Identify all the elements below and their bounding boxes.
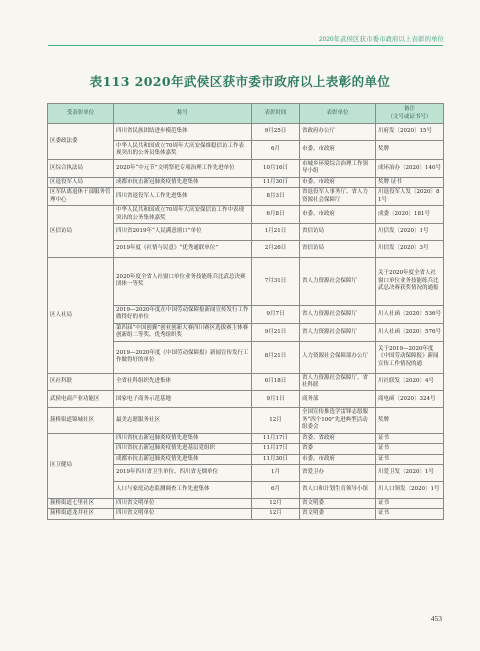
date-cell: 10月16日 [252,160,300,178]
issuer-cell: 省人口和计划生育领导小组 [300,482,376,499]
date-cell: 11月30日 [252,454,300,464]
note-cell: 奖牌 证书 [376,177,444,187]
unit-cell: 区退役军人局 [48,177,114,187]
note-cell: 川人社函〔2020〕536号 [376,305,444,323]
issuer-cell: 市委、市政府 [300,177,376,187]
unit-cell: 区军队离退休干部服务管理中心 [48,188,114,206]
date-cell: 9月1日 [252,391,300,408]
note-cell: 川信发〔2020〕1号 [376,223,444,240]
honor-cell: 2019年度《社情与民意》“优秀通联单位” [114,240,252,257]
honor-cell: 2020年度全省人社窗口单位业务技能练兵比武总决赛团体一等奖 [114,257,252,305]
issuer-cell: 市城乡环境综合治理工作领导小组 [300,160,376,178]
note-cell: 证书 [376,499,444,509]
running-head-rule [48,45,443,46]
issuer-cell: 全国宣传推选学雷锋志愿服务“四个100”先进典型活动组委会 [300,408,376,433]
issuer-cell: 省委 [300,444,376,454]
note-cell: 川人社函〔2020〕576号 [376,323,444,341]
note-cell: 关于2020年度全省人社窗口单位业务技能练兵比武总决赛获奖情况的通报 [376,257,444,305]
note-cell: 关于2019—2020年度《中国劳动保障报》新闻宣传工作情况的通 [376,341,444,373]
note-cell: 成委〔2020〕181号 [376,206,444,224]
table-row [48,373,444,391]
table-row [48,408,444,433]
table-row [48,499,444,509]
date-cell: 12月 [252,499,300,509]
honor-cell: 2019—2020年度《中国劳动保障报》新闻宣传发行工作做得好的单位 [114,341,252,373]
table-row [48,433,444,443]
unit-cell: 区卫健局 [48,433,114,498]
header-note [376,104,444,124]
issuer-cell: 市委、市政府 [300,206,376,224]
page-number: 453 [430,614,442,623]
table-row [48,206,444,224]
date-cell: 8月21日 [252,341,300,373]
note-cell: 川爱卫发〔2020〕1号 [376,465,444,482]
table-row [48,509,444,519]
date-cell: 11月30日 [252,177,300,187]
honor-cell: 2019—2020年度在中国劳动保障报新闻宣传发行工作做得好的单位 [114,305,252,323]
unit-cell: 区社科联 [48,373,114,391]
note-cell: 证书 [376,433,444,443]
honor-cell: 中华人民共和国成立70周年大庆安保维稳信访工作表现突出的公务员集体嘉奖 [114,141,252,160]
issuer-cell: 省文明委 [300,499,376,509]
issuer-cell: 市委、市政府 [300,454,376,464]
table-title: 表113 2020年武侯区获市委市政府以上表彰的单位 [89,74,391,89]
honor-cell: 2020年“中元节”文明祭祀专项治理工作先进单位 [114,160,252,178]
date-cell: 8月3日 [252,188,300,206]
running-head-text: 2020年武侯区获市委市政府以上表彰的单位 [319,36,444,43]
table-row [48,188,444,206]
date-cell: 9月7日 [252,305,300,323]
honor-cell: 2019年四川省卫生单位、四川省无烟单位 [114,465,252,482]
honor-cell: 四川省文明单位 [114,509,252,519]
issuer-cell: 省信访局 [300,240,376,257]
date-cell: 12月 [252,509,300,519]
issuer-cell: 省退役军人事务厅、省人力资源社会保障厅 [300,188,376,206]
honor-cell: 四川省民族团结进步模范集体 [114,124,252,141]
honor-cell: 成都市抗击新冠肺炎疫情先进集体 [114,454,252,464]
note-cell: 奖牌 [376,141,444,160]
header-note-sub: （文号或证书号） [387,113,432,120]
unit-cell: 区综合执法局 [48,160,114,178]
date-cell: 6月18日 [252,373,300,391]
honor-cell: 中华人民共和国成立70周年大庆安保信访工作中表现突出的公务集体嘉奖 [114,206,252,224]
issuer-cell: 省信访局 [300,223,376,240]
issuer-cell: 省文明委 [300,509,376,519]
unit-cell: 区信访局 [48,206,114,258]
unit-cell: 区委政法委 [48,124,114,160]
issuer-cell: 人力资源社会保障部办公厅 [300,341,376,373]
honor-cell: 第四届“中国创翼”创业创新大赛四川赛区选拔赛主体赛创新组二等奖、优秀组织奖 [114,323,252,341]
unit-cell: 簇桥街道七里社区 [48,499,114,509]
note-cell: 川退役军人发〔2020〕81号 [376,188,444,206]
header-issuer: 表彰单位 [300,104,376,124]
header-date: 表彰时间 [252,104,300,124]
table-row [48,124,444,141]
issuer-cell: 省委、省政府 [300,433,376,443]
date-cell: 11月17日 [252,444,300,454]
date-cell: 1月21日 [252,223,300,240]
date-cell: 11月17日 [252,433,300,443]
table-row [48,391,444,408]
honor-cell: 国家电子商务示范基地 [114,391,252,408]
note-cell: 证书 [376,444,444,454]
note-cell: 奖牌 [376,408,444,433]
honor-cell: 全省社科组织先进集体 [114,373,252,391]
honor-cell: 四川省文明单位 [114,499,252,509]
issuer-cell: 省人力资源社会保障厅 [300,257,376,305]
note-cell: 成环治办〔2020〕140号 [376,160,444,178]
issuer-cell: 省政府办公厅 [300,124,376,141]
honor-cell: 四川省2019年“人民满意窗口”单位 [114,223,252,240]
note-cell: 川人口领发〔2020〕1号 [376,482,444,499]
honor-cell: 成都市抗击新冠肺炎疫情先进集体 [114,177,252,187]
date-cell: 6月8日 [252,206,300,224]
table-row [48,160,444,178]
table-row [48,257,444,305]
note-cell: 证书 [376,509,444,519]
honors-table [47,103,444,520]
header-unit: 受表彰单位 [48,104,114,124]
header-note-label: 备注 [403,106,415,113]
unit-cell: 区人社局 [48,257,114,373]
issuer-cell: 省人力资源社会保障厅 [300,323,376,341]
honor-cell: 四川省抗击新冠肺炎疫情先进基层党组织 [114,444,252,454]
date-cell: 2月26日 [252,240,300,257]
honor-cell: 四川省抗击新冠肺炎疫情先进集体 [114,433,252,443]
note-cell: 川府发〔2020〕15号 [376,124,444,141]
issuer-cell: 商务部 [300,391,376,408]
issuer-cell: 省爱卫办 [300,465,376,482]
note-cell: 川社联发〔2020〕4号 [376,373,444,391]
unit-cell: 武侯电商产业功能区 [48,391,114,408]
unit-cell: 簇桥街道龙井社区 [48,509,114,519]
issuer-cell: 省人力资源社会保障厅、省社科联 [300,373,376,391]
date-cell: 9月25日 [252,124,300,141]
date-cell: 7月31日 [252,257,300,305]
date-cell: 6月 [252,141,300,160]
honor-cell: 人口与家庭动态监测调查工作先进集体 [114,482,252,499]
note-cell: 证书 [376,454,444,464]
date-cell: 12月 [252,408,300,433]
header-honor: 称号 [114,104,252,124]
honor-cell: 四川省退役军人工作先进集体 [114,188,252,206]
date-cell: 1月 [252,465,300,482]
note-cell: 川信发〔2020〕3号 [376,240,444,257]
date-cell: 6月 [252,482,300,499]
honor-cell: 最美志愿服务社区 [114,408,252,433]
issuer-cell: 市委、市政府 [300,141,376,160]
unit-cell: 簇桥街道锦城社区 [48,408,114,433]
issuer-cell: 省人力资源社会保障厅 [300,305,376,323]
note-cell: 商电函〔2020〕324号 [376,391,444,408]
table-row [48,177,444,187]
date-cell: 9月21日 [252,323,300,341]
table-header-row [48,104,444,124]
